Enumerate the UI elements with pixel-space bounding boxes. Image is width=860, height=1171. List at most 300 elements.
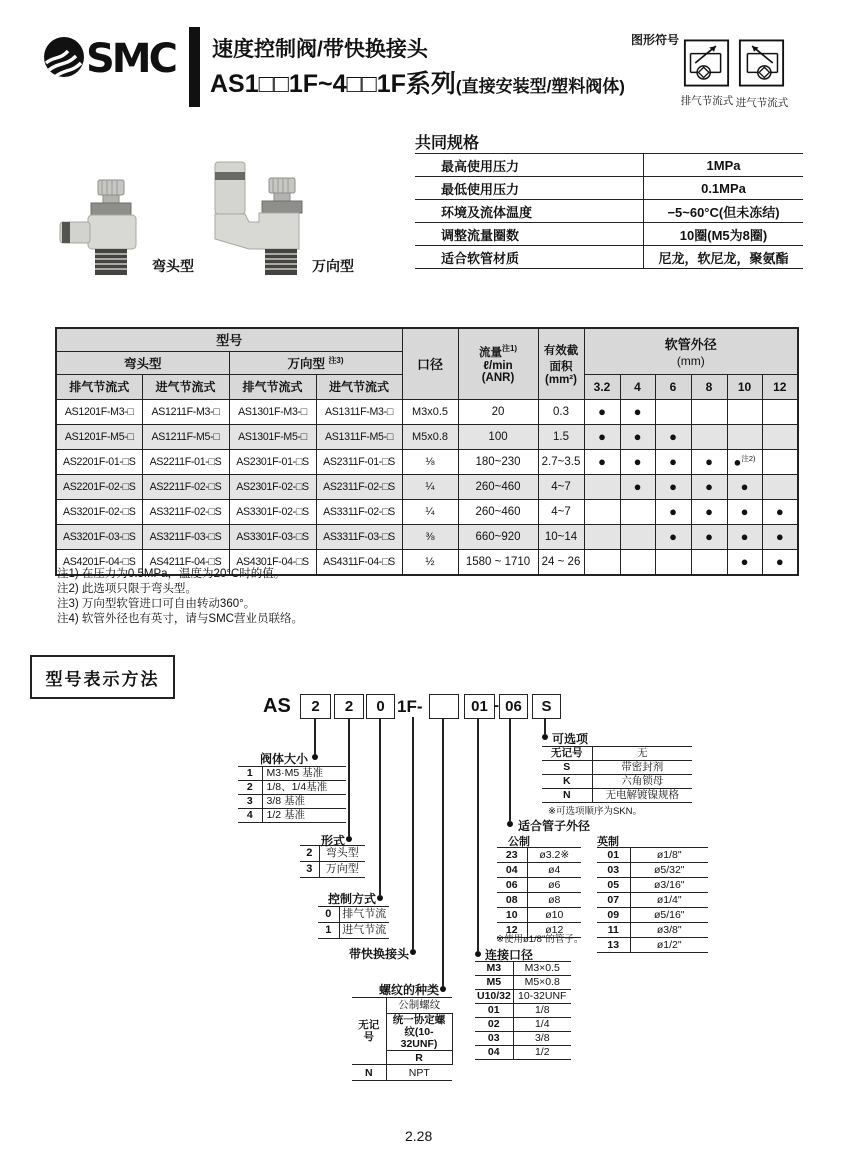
product-photo-universal xyxy=(207,160,312,290)
value-cell: 无 xyxy=(592,747,692,761)
value-cell: ø1/2" xyxy=(630,938,708,953)
dot-cell xyxy=(584,524,620,549)
table-row xyxy=(542,761,692,775)
leader-line xyxy=(544,719,546,734)
dot-cell xyxy=(655,424,691,449)
dot-cell xyxy=(584,499,620,524)
thread-table xyxy=(352,997,453,1081)
leader-line xyxy=(477,719,479,951)
table-row xyxy=(475,962,571,976)
leader-line xyxy=(442,719,444,986)
value-cell: ø3/8" xyxy=(630,923,708,938)
table-row xyxy=(597,893,708,908)
model-cell: AS1201F-M5-□ xyxy=(56,424,142,449)
size-10: 10 xyxy=(727,374,762,399)
dot-cell xyxy=(620,424,655,449)
junction-dot xyxy=(346,836,352,842)
code-cell: 1 xyxy=(318,923,339,939)
dot: ● xyxy=(733,454,742,470)
dot-note-sup: 注2) xyxy=(741,453,756,463)
leader-line xyxy=(314,719,316,754)
value-cell: ø12 xyxy=(527,923,581,938)
table-row xyxy=(597,863,708,878)
dot-cell xyxy=(655,474,691,499)
note-3: 注3) 万向型软管进口可自由转动360°。 xyxy=(57,598,256,610)
control-table xyxy=(318,906,389,939)
graphic-symbol-label: 图形符号 xyxy=(631,33,680,47)
port-cell: M3x0.5 xyxy=(402,399,458,424)
value-cell: 六角锁母 xyxy=(592,775,692,789)
table-row xyxy=(597,923,708,938)
spec-value: 尼龙，软尼龙，聚氨酯 xyxy=(644,246,804,269)
table-row xyxy=(497,878,581,893)
header-intake-2: 进气节流式 xyxy=(316,374,402,399)
product-caption-universal: 万向型 xyxy=(312,258,354,274)
group-label-port-size: 连接口径 xyxy=(485,948,534,962)
value-cell: 弯头型 xyxy=(319,846,365,862)
value-cell: ø5/32" xyxy=(630,863,708,878)
options-note: ※可选项顺序为SKN。 xyxy=(548,806,642,817)
flow-unit: ℓ/min xyxy=(483,360,513,373)
flow-cell: 660~920 xyxy=(458,524,538,549)
pneumatic-symbol-intake-icon xyxy=(738,38,785,93)
header-universal xyxy=(229,351,402,374)
code-cell: 03 xyxy=(597,863,630,878)
dot: ● xyxy=(633,429,642,444)
dot: ● xyxy=(705,529,713,544)
code-cell: 23 xyxy=(497,848,527,863)
port-cell: ¼ xyxy=(402,474,458,499)
model-cell: AS4211F-04-□S xyxy=(142,549,229,575)
model-cell: AS1311F-M3-□ xyxy=(316,399,402,424)
leader-line xyxy=(379,719,381,895)
options-table xyxy=(542,746,692,803)
code-cell: U10/32 xyxy=(475,990,513,1004)
dot-cell xyxy=(655,549,691,575)
dot: ● xyxy=(633,479,642,494)
dot: ● xyxy=(633,454,642,469)
tube-word: 软管外径 xyxy=(664,337,717,353)
value-cell: 3/8 基准 xyxy=(262,795,346,809)
table-row xyxy=(497,863,581,878)
code-cell: 09 xyxy=(597,908,630,923)
code-box-tube: 06 xyxy=(499,694,528,719)
header-area xyxy=(538,328,584,399)
code-cell: 0 xyxy=(318,907,339,923)
area-cell: 4~7 xyxy=(538,499,584,524)
value-cell: 1/4 xyxy=(513,1018,571,1032)
value-cell: 1/8 xyxy=(513,1004,571,1018)
area-word1: 有效截 xyxy=(543,344,579,357)
size-3-2: 3.2 xyxy=(584,374,620,399)
table-notes xyxy=(57,567,303,627)
table-row xyxy=(238,795,346,809)
code-box-thread xyxy=(429,694,459,719)
table-row xyxy=(56,424,798,449)
code-box-size: 2 xyxy=(300,694,331,719)
model-cell: AS2211F-01-□S xyxy=(142,449,229,474)
dot-cell xyxy=(727,399,762,424)
series-model: AS1□□1F~4□□1F xyxy=(210,70,406,98)
model-cell: AS3211F-02-□S xyxy=(142,499,229,524)
spec-value: −5~60°C(但未冻结) xyxy=(644,200,804,223)
dot-cell xyxy=(584,449,620,474)
leader-line xyxy=(348,719,350,836)
header-exhaust-1: 排气节流式 xyxy=(56,374,142,399)
table-row xyxy=(475,1046,571,1060)
value-cell: 3/8 xyxy=(513,1032,571,1046)
spec-label: 调整流量圈数 xyxy=(415,223,644,246)
code-cell: 04 xyxy=(497,863,527,878)
area-cell: 2.7~3.5 xyxy=(538,449,584,474)
code-cell: M3 xyxy=(475,962,513,976)
table-row xyxy=(415,154,803,177)
code-cell: 4 xyxy=(238,809,262,823)
code-cell: 04 xyxy=(475,1046,513,1060)
code-cell: M5 xyxy=(475,976,513,990)
code-cell: 3 xyxy=(238,795,262,809)
dot: ● xyxy=(775,504,784,519)
table-row xyxy=(300,846,365,862)
value-cell: R xyxy=(386,1051,452,1065)
code-cell: 1 xyxy=(238,767,262,781)
size-4: 4 xyxy=(620,374,655,399)
flow-cell: 100 xyxy=(458,424,538,449)
dot: ● xyxy=(705,504,713,519)
table-row xyxy=(56,449,798,474)
table-row xyxy=(56,399,798,424)
product-caption-elbow: 弯头型 xyxy=(152,258,194,274)
inch-table xyxy=(597,847,708,953)
body-size-table xyxy=(238,766,346,823)
dot-cell xyxy=(655,499,691,524)
dot: ● xyxy=(669,479,677,494)
code-box-option: S xyxy=(532,694,561,719)
page-number: 2.28 xyxy=(405,1128,433,1144)
table-row xyxy=(497,893,581,908)
dot-cell xyxy=(691,474,727,499)
dot-cell xyxy=(762,499,798,524)
model-cell: AS4311F-04-□S xyxy=(316,549,402,575)
area-cell: 24 ~ 26 xyxy=(538,549,584,575)
dot: ● xyxy=(669,504,677,519)
flow-cell: 260~460 xyxy=(458,474,538,499)
model-cell: AS3311F-03-□S xyxy=(316,524,402,549)
port-cell: ¼ xyxy=(402,499,458,524)
value-cell: 进气节流 xyxy=(339,923,389,939)
model-cell: AS3201F-03-□S xyxy=(56,524,142,549)
dot-cell xyxy=(620,449,655,474)
table-row xyxy=(352,998,452,1014)
series-title xyxy=(210,64,625,100)
dot: ● xyxy=(705,479,713,494)
model-cell: AS3301F-02-□S xyxy=(229,499,316,524)
dot-cell xyxy=(584,424,620,449)
code-dash: - xyxy=(494,697,499,714)
size-8: 8 xyxy=(691,374,727,399)
model-cell: AS1211F-M3-□ xyxy=(142,399,229,424)
note-1: 注1) 在压力为0.5MPa，温度为20°C时的值。 xyxy=(57,568,286,580)
dot-cell xyxy=(727,449,762,474)
value-cell: ø10 xyxy=(527,908,581,923)
universal-word: 万向型 xyxy=(287,356,325,371)
header-flow xyxy=(458,328,538,399)
code-cell: 2 xyxy=(238,781,262,795)
leader-line xyxy=(509,719,511,821)
model-cell: AS2311F-01-□S xyxy=(316,449,402,474)
product-photo-elbow xyxy=(58,178,158,288)
dot-cell xyxy=(727,549,762,575)
junction-dot xyxy=(507,821,513,827)
group-label-form: 形式 xyxy=(320,834,345,848)
dot-cell xyxy=(727,499,762,524)
spec-value: 1MPa xyxy=(644,154,804,177)
group-label-options: 可选项 xyxy=(552,732,589,746)
dot-cell xyxy=(762,449,798,474)
header-intake-1: 进气节流式 xyxy=(142,374,229,399)
dot-cell xyxy=(655,399,691,424)
code-cell: 01 xyxy=(597,848,630,863)
junction-dot xyxy=(440,986,446,992)
model-cell: AS1301F-M5-□ xyxy=(229,424,316,449)
value-cell: M5×0.8 xyxy=(513,976,571,990)
dot: ● xyxy=(775,554,784,569)
value-cell: ø1/8" xyxy=(630,848,708,863)
code-cell: 3 xyxy=(300,862,319,878)
value-cell: ø3/16" xyxy=(630,878,708,893)
dot: ● xyxy=(669,454,677,469)
header-divider-bar xyxy=(189,27,200,107)
dot-cell xyxy=(620,399,655,424)
spec-label: 适合软管材质 xyxy=(415,246,644,269)
model-cell: AS2201F-01-□S xyxy=(56,449,142,474)
dot: ● xyxy=(705,454,713,469)
note-2: 注2) 此选项只限于弯头型。 xyxy=(57,583,197,595)
junction-dot xyxy=(312,754,318,760)
group-label-fitting: 带快换接头 xyxy=(348,947,409,961)
header-tube-od xyxy=(584,328,798,374)
dot: ● xyxy=(669,429,677,444)
code-cell: K xyxy=(542,775,592,789)
table-row xyxy=(352,1065,452,1081)
table-row xyxy=(497,848,581,863)
smc-logo xyxy=(40,30,195,85)
model-cell: AS1311F-M5-□ xyxy=(316,424,402,449)
flow-cell: 1580 ~ 1710 xyxy=(458,549,538,575)
group-label-tube-od: 适合管子外径 xyxy=(518,819,591,833)
value-cell: M3×0.5 xyxy=(513,962,571,976)
dot-cell xyxy=(691,449,727,474)
flow-word: 流量 xyxy=(478,347,502,360)
table-row xyxy=(597,908,708,923)
dot: ● xyxy=(740,529,749,544)
dot-cell xyxy=(691,524,727,549)
value-cell: 排气节流 xyxy=(339,907,389,923)
form-table xyxy=(300,845,365,878)
dot-cell xyxy=(762,549,798,575)
common-specs-title: 共同规格 xyxy=(415,135,480,152)
spec-label: 最低使用压力 xyxy=(415,177,644,200)
model-table xyxy=(55,327,799,576)
table-row xyxy=(238,781,346,795)
value-cell: 带密封剂 xyxy=(592,761,692,775)
value-cell: ø1/4" xyxy=(630,893,708,908)
dot-cell xyxy=(620,499,655,524)
group-label-thread: 螺纹的种类 xyxy=(378,983,439,997)
model-cell: AS1301F-M3-□ xyxy=(229,399,316,424)
model-cell: AS4201F-04-□S xyxy=(56,549,142,575)
dot-cell xyxy=(584,399,620,424)
note-4: 注4) 软管外径也有英寸，请与SMC营业员联络。 xyxy=(57,613,303,625)
smc-logo-icon xyxy=(40,30,195,85)
table-row xyxy=(597,878,708,893)
dot: ● xyxy=(775,529,784,544)
pneumatic-symbol-exhaust-icon xyxy=(683,38,730,93)
value-cell: M3·M5 基准 xyxy=(262,767,346,781)
value-cell: ø4 xyxy=(527,863,581,878)
dot-cell xyxy=(691,399,727,424)
value-cell: ø3.2※ xyxy=(527,848,581,863)
area-unit: (mm²) xyxy=(545,373,577,386)
spec-label: 环境及流体温度 xyxy=(415,200,644,223)
series-paren: (直接安装型/塑料阀体) xyxy=(455,77,625,96)
value-cell: 1/2 基准 xyxy=(262,809,346,823)
junction-dot xyxy=(377,895,383,901)
model-cell: AS3311F-02-□S xyxy=(316,499,402,524)
model-cell: AS2301F-02-□S xyxy=(229,474,316,499)
code-cell: 01 xyxy=(475,1004,513,1018)
header-elbow: 弯头型 xyxy=(56,351,229,374)
table-row xyxy=(542,747,692,761)
dot-cell xyxy=(727,424,762,449)
header-model: 型号 xyxy=(56,328,402,351)
value-cell: NPT xyxy=(386,1065,452,1081)
metric-note: ※使用ø1/8"的管子。 xyxy=(496,934,584,945)
dot-cell xyxy=(727,474,762,499)
table-row xyxy=(475,1004,571,1018)
value-cell: ø6 xyxy=(527,878,581,893)
code-cell: 05 xyxy=(597,878,630,893)
value-cell: 1/2 xyxy=(513,1046,571,1060)
table-row xyxy=(542,775,692,789)
port-cell: ⅜ xyxy=(402,524,458,549)
value-cell: 万向型 xyxy=(319,862,365,878)
code-prefix: AS xyxy=(263,695,291,717)
code-cell: N xyxy=(352,1065,386,1081)
port-cell: ⅛ xyxy=(402,449,458,474)
dot-cell xyxy=(762,424,798,449)
table-row xyxy=(56,524,798,549)
dot-cell xyxy=(584,549,620,575)
page-title: 速度控制阀/带快换接头 xyxy=(212,38,428,61)
table-row xyxy=(415,177,803,200)
table-row xyxy=(318,923,389,939)
code-cell: 11 xyxy=(597,923,630,938)
value-cell: 10-32UNF xyxy=(513,990,571,1004)
model-cell: AS3211F-03-□S xyxy=(142,524,229,549)
value-cell: ø5/16" xyxy=(630,908,708,923)
code-cell: 无记号 xyxy=(542,747,592,761)
area-cell: 4~7 xyxy=(538,474,584,499)
code-cell: 无记号 xyxy=(352,998,386,1065)
table-row xyxy=(415,246,803,269)
code-box-port: 01 xyxy=(464,694,495,719)
code-fitting-text: 1F- xyxy=(397,697,423,716)
code-cell: N xyxy=(542,789,592,803)
table-row xyxy=(475,1032,571,1046)
dot: ● xyxy=(740,504,749,519)
port-size-table xyxy=(475,961,571,1060)
size-6: 6 xyxy=(655,374,691,399)
model-cell: AS2311F-02-□S xyxy=(316,474,402,499)
flow-note-sup: 注1) xyxy=(501,344,518,354)
value-cell: 公制螺纹 xyxy=(386,998,452,1014)
symbol-caption-exhaust: 排气节流式 xyxy=(680,95,734,107)
dot-cell xyxy=(691,499,727,524)
dot-cell xyxy=(620,474,655,499)
value-cell: 统一协定螺纹(10-32UNF) xyxy=(386,1014,452,1051)
area-cell: 1.5 xyxy=(538,424,584,449)
spec-value: 0.1MPa xyxy=(644,177,804,200)
metric-subhead: 公制 xyxy=(508,836,530,848)
code-cell: 06 xyxy=(497,878,527,893)
dot-cell xyxy=(620,524,655,549)
spec-value: 10圈(M5为8圈) xyxy=(644,223,804,246)
flow-unit2: (ANR) xyxy=(481,372,515,385)
leader-line xyxy=(412,717,414,949)
universal-note-sup: 注3) xyxy=(328,355,344,365)
table-row xyxy=(542,789,692,803)
dot-cell xyxy=(762,524,798,549)
table-row xyxy=(300,862,365,878)
code-cell: 02 xyxy=(475,1018,513,1032)
table-row xyxy=(475,990,571,1004)
common-specs-table xyxy=(415,153,803,269)
value-cell: 无电解镀镍规格 xyxy=(592,789,692,803)
code-cell: 10 xyxy=(497,908,527,923)
size-12: 12 xyxy=(762,374,798,399)
table-row xyxy=(415,200,803,223)
value-cell: 1/8、1/4基准 xyxy=(262,781,346,795)
svg-text:SMC: SMC xyxy=(86,36,175,82)
dot-cell xyxy=(691,424,727,449)
table-row xyxy=(497,908,581,923)
model-cell: AS2301F-01-□S xyxy=(229,449,316,474)
dot-cell xyxy=(691,549,727,575)
spec-label: 最高使用压力 xyxy=(415,154,644,177)
dot-cell xyxy=(584,474,620,499)
table-row xyxy=(415,223,803,246)
model-cell: AS1201F-M3-□ xyxy=(56,399,142,424)
dot-cell xyxy=(727,524,762,549)
code-box-form: 2 xyxy=(334,694,364,719)
dot: ● xyxy=(633,404,642,419)
area-word2: 面积 xyxy=(549,360,573,373)
model-cell: AS2201F-02-□S xyxy=(56,474,142,499)
code-cell: 03 xyxy=(475,1032,513,1046)
model-cell: AS2211F-02-□S xyxy=(142,474,229,499)
symbol-caption-intake: 进气节流式 xyxy=(735,97,789,109)
dot: ● xyxy=(740,479,749,494)
code-cell: 08 xyxy=(497,893,527,908)
code-box-control: 0 xyxy=(366,694,395,719)
table-row xyxy=(597,848,708,863)
junction-dot xyxy=(475,951,481,957)
value-cell: ø8 xyxy=(527,893,581,908)
dot: ● xyxy=(598,429,606,444)
dot-cell xyxy=(620,549,655,575)
metric-table xyxy=(497,847,581,938)
